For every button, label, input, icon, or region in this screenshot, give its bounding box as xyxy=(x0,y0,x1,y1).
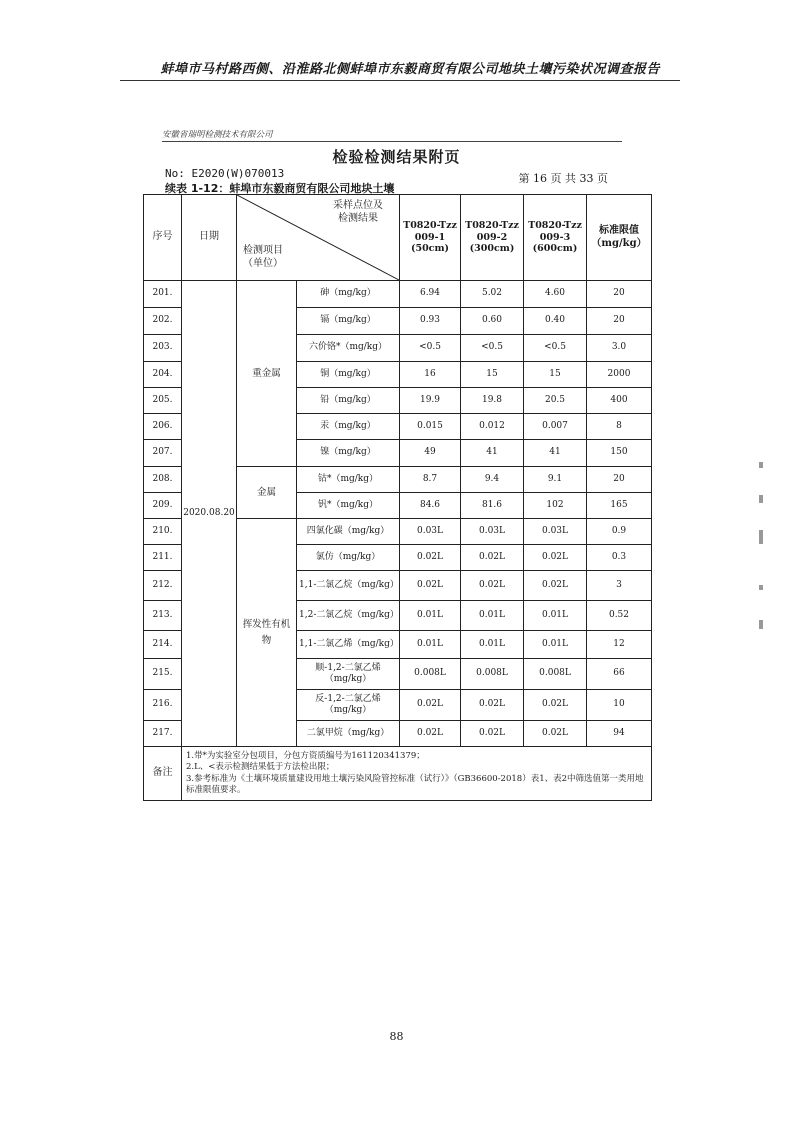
result-sample-2: 0.01L xyxy=(461,631,524,659)
notes-content xyxy=(182,747,652,801)
row-number: 216. xyxy=(144,690,182,721)
parameter-name: 铅（mg/kg） xyxy=(297,388,400,414)
result-sample-2: 0.01L xyxy=(461,601,524,631)
parameter-name: 镍（mg/kg） xyxy=(297,440,400,467)
standard-limit: 10 xyxy=(587,690,652,721)
header-limit-line1: 标准限值 xyxy=(599,225,639,236)
page-header: 蚌埠市马村路西侧、沿淮路北侧蚌埠市东毅商贸有限公司地块土壤污染状况调查报告 xyxy=(160,62,660,77)
standard-limit: 66 xyxy=(587,659,652,690)
result-sample-1: 0.008L xyxy=(400,659,461,690)
row-number: 212. xyxy=(144,571,182,601)
parameter-name: 四氯化碳（mg/kg） xyxy=(297,519,400,545)
result-sample-1: 0.01L xyxy=(400,631,461,659)
row-number: 202. xyxy=(144,308,182,335)
result-sample-1: 0.02L xyxy=(400,545,461,571)
row-number: 206. xyxy=(144,414,182,440)
result-sample-2: 0.02L xyxy=(461,571,524,601)
header-sample-1-line2: 009-1 xyxy=(414,231,446,243)
result-sample-2: 0.012 xyxy=(461,414,524,440)
company-rule xyxy=(162,141,622,142)
group-metals: 金属 xyxy=(237,467,297,519)
standard-limit: 20 xyxy=(587,308,652,335)
result-sample-1: 0.02L xyxy=(400,690,461,721)
parameter-name: 1,1-二氯乙烯（mg/kg） xyxy=(297,631,400,659)
parameter-name-line2: （mg/kg） xyxy=(324,674,372,684)
result-sample-3: 0.02L xyxy=(524,571,587,601)
scan-mark xyxy=(759,462,763,468)
row-number: 217. xyxy=(144,721,182,747)
note-line: 3.参考标准为《土壤环境质量建设用地土壤污染风险管控标准（试行）》（GB36600-2018）表1、表2中筛选值第一类用地标准限值要求。 xyxy=(186,773,644,795)
result-sample-1: 0.93 xyxy=(400,308,461,335)
header-sample-3-line1: T0820-Tzz xyxy=(528,219,582,231)
result-sample-3: 0.007 xyxy=(524,414,587,440)
result-sample-3: 0.40 xyxy=(524,308,587,335)
result-sample-2: 5.02 xyxy=(461,281,524,308)
header-sample-3 xyxy=(524,195,587,281)
row-number: 204. xyxy=(144,362,182,388)
result-sample-1: 0.03L xyxy=(400,519,461,545)
header-item-label xyxy=(243,244,283,270)
result-sample-2: 41 xyxy=(461,440,524,467)
parameter-name: 六价铬*（mg/kg） xyxy=(297,335,400,362)
header-limit-line2: （mg/kg） xyxy=(591,237,647,249)
header-row xyxy=(144,195,652,281)
result-sample-1: 49 xyxy=(400,440,461,467)
report-number: No: E2020(W)070013 xyxy=(165,167,285,180)
result-sample-2: 15 xyxy=(461,362,524,388)
sampling-date: 2020.08.20 xyxy=(182,281,237,747)
parameter-name: 1,2-二氯乙烷（mg/kg） xyxy=(297,601,400,631)
header-date: 日期 xyxy=(182,195,237,281)
header-item-line2: （单位） xyxy=(243,258,283,269)
row-number: 205. xyxy=(144,388,182,414)
company-name: 安徽省瑞明检测技术有限公司 xyxy=(162,130,273,140)
header-sample-line2: 检测结果 xyxy=(338,213,378,224)
group-heavy-metals: 重金属 xyxy=(237,281,297,467)
scan-mark xyxy=(759,620,763,629)
table-row xyxy=(144,281,652,308)
parameter-name: 二氯甲烷（mg/kg） xyxy=(297,721,400,747)
result-sample-1: 19.9 xyxy=(400,388,461,414)
header-rule xyxy=(120,80,680,81)
standard-limit: 0.52 xyxy=(587,601,652,631)
result-sample-2: 0.03L xyxy=(461,519,524,545)
group-voc-line1: 挥发性有机 xyxy=(242,619,291,631)
result-sample-2: 0.02L xyxy=(461,690,524,721)
result-sample-3: 0.02L xyxy=(524,690,587,721)
parameter-name: 砷（mg/kg） xyxy=(297,281,400,308)
parameter-name-line1: 反-1,2-二氯乙烯 xyxy=(315,693,381,704)
standard-limit: 20 xyxy=(587,467,652,493)
result-sample-2: 19.8 xyxy=(461,388,524,414)
note-line: 2.L、<表示检测结果低于方法检出限； xyxy=(186,762,335,773)
standard-limit: 165 xyxy=(587,493,652,519)
result-sample-2: <0.5 xyxy=(461,335,524,362)
row-number: 215. xyxy=(144,659,182,690)
result-sample-1: 8.7 xyxy=(400,467,461,493)
scan-mark xyxy=(759,585,763,590)
group-voc-line2: 物 xyxy=(261,634,272,646)
parameter-name: 1,1-二氯乙烷（mg/kg） xyxy=(297,571,400,601)
header-limit xyxy=(587,195,652,281)
header-sample-3-line2: 009-3 xyxy=(539,231,571,243)
standard-limit: 94 xyxy=(587,721,652,747)
standard-limit: 12 xyxy=(587,631,652,659)
page-number: 88 xyxy=(389,1030,404,1043)
result-sample-2: 81.6 xyxy=(461,493,524,519)
result-sample-2: 0.02L xyxy=(461,545,524,571)
result-sample-3: 0.02L xyxy=(524,545,587,571)
result-sample-3: 20.5 xyxy=(524,388,587,414)
header-sample-label xyxy=(333,199,383,225)
parameter-name: 汞（mg/kg） xyxy=(297,414,400,440)
results-table-wrapper xyxy=(143,194,651,801)
results-table xyxy=(143,194,652,801)
result-sample-2: 0.60 xyxy=(461,308,524,335)
header-sample-1 xyxy=(400,195,461,281)
header-sample-2-line1: T0820-Tzz xyxy=(465,219,519,231)
result-sample-3: 9.1 xyxy=(524,467,587,493)
result-sample-1: 0.02L xyxy=(400,721,461,747)
row-number: 207. xyxy=(144,440,182,467)
result-sample-1: 0.01L xyxy=(400,601,461,631)
row-number: 208. xyxy=(144,467,182,493)
header-seq: 序号 xyxy=(144,195,182,281)
result-sample-1: 0.02L xyxy=(400,571,461,601)
standard-limit: 400 xyxy=(587,388,652,414)
row-number: 201. xyxy=(144,281,182,308)
result-sample-3: 102 xyxy=(524,493,587,519)
result-sample-2: 9.4 xyxy=(461,467,524,493)
row-number: 210. xyxy=(144,519,182,545)
parameter-name xyxy=(297,659,400,690)
parameter-name: 镉（mg/kg） xyxy=(297,308,400,335)
header-sample-line1: 采样点位及 xyxy=(333,200,383,211)
standard-limit: 8 xyxy=(587,414,652,440)
result-sample-3: 15 xyxy=(524,362,587,388)
parameter-name: 氯仿（mg/kg） xyxy=(297,545,400,571)
scan-mark xyxy=(759,495,763,503)
standard-limit: 3.0 xyxy=(587,335,652,362)
header-sample-1-line1: T0820-Tzz xyxy=(403,219,457,231)
table-caption: 续表 1-12：蚌埠市东毅商贸有限公司地块土壤 xyxy=(165,182,395,195)
parameter-name-line1: 顺-1,2-二氯乙烯 xyxy=(315,662,381,673)
header-sample-2-line3: (300cm) xyxy=(469,243,515,255)
result-sample-3: 0.01L xyxy=(524,601,587,631)
header-item-line1: 检测项目 xyxy=(243,245,283,256)
parameter-name: 铜（mg/kg） xyxy=(297,362,400,388)
header-sample-1-line3: (50cm) xyxy=(410,243,450,255)
header-sample-2-line2: 009-2 xyxy=(476,231,508,243)
group-voc xyxy=(237,519,297,747)
result-sample-1: 16 xyxy=(400,362,461,388)
result-sample-2: 0.02L xyxy=(461,721,524,747)
result-sample-1: <0.5 xyxy=(400,335,461,362)
parameter-name xyxy=(297,690,400,721)
page-count: 第 16 页 共 33 页 xyxy=(518,172,608,185)
report-title: 检验检测结果附页 xyxy=(332,148,461,166)
result-sample-1: 6.94 xyxy=(400,281,461,308)
row-number: 211. xyxy=(144,545,182,571)
standard-limit: 2000 xyxy=(587,362,652,388)
result-sample-3: 0.03L xyxy=(524,519,587,545)
note-line: 1.带*为实验室分包项目，分包方资质编号为161120341379； xyxy=(186,750,425,761)
result-sample-3: 41 xyxy=(524,440,587,467)
standard-limit: 3 xyxy=(587,571,652,601)
standard-limit: 20 xyxy=(587,281,652,308)
result-sample-3: 4.60 xyxy=(524,281,587,308)
parameter-name-line2: （mg/kg） xyxy=(324,705,372,715)
header-sample-2 xyxy=(461,195,524,281)
standard-limit: 150 xyxy=(587,440,652,467)
result-sample-1: 84.6 xyxy=(400,493,461,519)
result-sample-3: 0.008L xyxy=(524,659,587,690)
header-item-sample xyxy=(237,195,400,281)
result-sample-3: 0.02L xyxy=(524,721,587,747)
standard-limit: 0.3 xyxy=(587,545,652,571)
notes-row xyxy=(144,747,652,801)
standard-limit: 0.9 xyxy=(587,519,652,545)
header-sample-3-line3: (600cm) xyxy=(532,243,578,255)
result-sample-1: 0.015 xyxy=(400,414,461,440)
row-number: 213. xyxy=(144,601,182,631)
parameter-name: 钴*（mg/kg） xyxy=(297,467,400,493)
row-number: 203. xyxy=(144,335,182,362)
result-sample-3: 0.01L xyxy=(524,631,587,659)
notes-label: 备注 xyxy=(144,747,182,801)
row-number: 214. xyxy=(144,631,182,659)
result-sample-2: 0.008L xyxy=(461,659,524,690)
parameter-name: 钒*（mg/kg） xyxy=(297,493,400,519)
row-number: 209. xyxy=(144,493,182,519)
scan-mark xyxy=(759,530,763,544)
result-sample-3: <0.5 xyxy=(524,335,587,362)
